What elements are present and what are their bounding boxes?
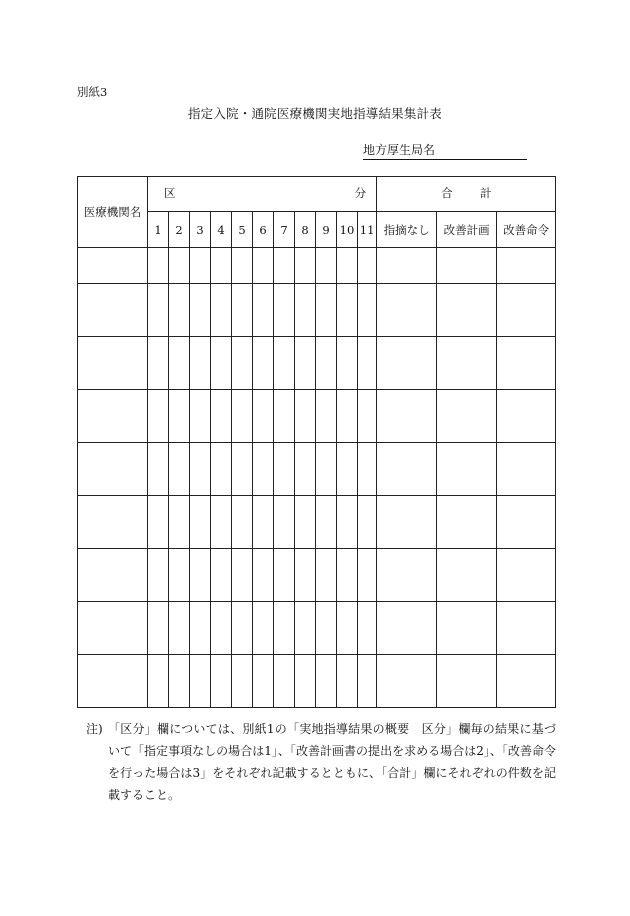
value-cell — [253, 496, 274, 549]
value-cell — [190, 655, 211, 708]
value-cell — [437, 655, 497, 708]
institution-name-cell — [78, 248, 148, 284]
total-improvement-order-header: 改善命令 — [497, 212, 556, 248]
value-cell — [190, 549, 211, 602]
value-cell — [358, 248, 377, 284]
value-cell — [337, 655, 358, 708]
value-cell — [211, 602, 232, 655]
value-cell — [358, 443, 377, 496]
value-cell — [316, 284, 337, 337]
value-cell — [169, 443, 190, 496]
value-cell — [211, 443, 232, 496]
value-cell — [358, 549, 377, 602]
value-cell — [316, 390, 337, 443]
kubun-header-left: 区 — [164, 186, 176, 200]
value-cell — [377, 390, 437, 443]
value-cell — [274, 390, 295, 443]
value-cell — [169, 549, 190, 602]
value-cell — [358, 390, 377, 443]
institution-name-cell — [78, 337, 148, 390]
kubun-number: 4 — [211, 212, 232, 248]
value-cell — [358, 496, 377, 549]
value-cell — [377, 443, 437, 496]
value-cell — [274, 549, 295, 602]
value-cell — [148, 655, 169, 708]
table-row — [78, 655, 556, 708]
value-cell — [274, 655, 295, 708]
footnote-mark: 注) — [86, 722, 103, 736]
kubun-header-right: 分 — [354, 186, 367, 200]
value-cell — [211, 248, 232, 284]
value-cell — [316, 337, 337, 390]
value-cell — [295, 443, 316, 496]
value-cell — [316, 496, 337, 549]
value-cell — [316, 602, 337, 655]
table-row — [78, 443, 556, 496]
value-cell — [274, 602, 295, 655]
value-cell — [274, 248, 295, 284]
total-header — [377, 177, 556, 212]
value-cell — [295, 549, 316, 602]
value-cell — [211, 337, 232, 390]
kubun-number: 11 — [358, 212, 377, 248]
value-cell — [148, 284, 169, 337]
value-cell — [337, 496, 358, 549]
kubun-number: 7 — [274, 212, 295, 248]
value-cell — [377, 284, 437, 337]
value-cell — [497, 496, 556, 549]
value-cell — [211, 284, 232, 337]
value-cell — [437, 284, 497, 337]
value-cell — [337, 549, 358, 602]
institution-name-cell — [78, 655, 148, 708]
value-cell — [169, 602, 190, 655]
value-cell — [437, 248, 497, 284]
value-cell — [497, 602, 556, 655]
value-cell — [295, 390, 316, 443]
value-cell — [358, 284, 377, 337]
value-cell — [497, 284, 556, 337]
value-cell — [377, 549, 437, 602]
value-cell — [295, 337, 316, 390]
value-cell — [211, 390, 232, 443]
total-header-right: 計 — [480, 186, 492, 200]
value-cell — [337, 390, 358, 443]
total-header-left: 合 — [441, 186, 453, 200]
value-cell — [190, 248, 211, 284]
value-cell — [358, 655, 377, 708]
value-cell — [337, 248, 358, 284]
kubun-number: 6 — [253, 212, 274, 248]
value-cell — [437, 602, 497, 655]
value-cell — [437, 337, 497, 390]
value-cell — [253, 443, 274, 496]
value-cell — [274, 337, 295, 390]
value-cell — [148, 549, 169, 602]
value-cell — [437, 390, 497, 443]
kubun-number: 5 — [232, 212, 253, 248]
summary-table — [77, 176, 556, 708]
kubun-number: 1 — [148, 212, 169, 248]
value-cell — [169, 284, 190, 337]
value-cell — [337, 337, 358, 390]
value-cell — [274, 496, 295, 549]
value-cell — [316, 549, 337, 602]
value-cell — [337, 602, 358, 655]
institution-name-cell — [78, 549, 148, 602]
value-cell — [295, 284, 316, 337]
value-cell — [377, 248, 437, 284]
kubun-number: 9 — [316, 212, 337, 248]
value-cell — [190, 390, 211, 443]
institution-name-cell — [78, 284, 148, 337]
value-cell — [190, 602, 211, 655]
value-cell — [148, 602, 169, 655]
kubun-number: 10 — [337, 212, 358, 248]
value-cell — [232, 549, 253, 602]
value-cell — [253, 655, 274, 708]
value-cell — [253, 549, 274, 602]
table-row — [78, 390, 556, 443]
value-cell — [190, 284, 211, 337]
value-cell — [190, 443, 211, 496]
value-cell — [295, 248, 316, 284]
value-cell — [253, 284, 274, 337]
value-cell — [169, 496, 190, 549]
value-cell — [232, 602, 253, 655]
value-cell — [253, 390, 274, 443]
value-cell — [232, 284, 253, 337]
value-cell — [169, 390, 190, 443]
value-cell — [337, 443, 358, 496]
value-cell — [211, 496, 232, 549]
value-cell — [437, 496, 497, 549]
value-cell — [253, 248, 274, 284]
kubun-header — [148, 177, 377, 212]
value-cell — [437, 549, 497, 602]
value-cell — [232, 496, 253, 549]
institution-name-cell — [78, 390, 148, 443]
value-cell — [190, 337, 211, 390]
institution-name-header: 医療機関名 — [78, 177, 148, 248]
institution-name-cell — [78, 496, 148, 549]
table-row — [78, 549, 556, 602]
total-improvement-plan-header: 改善計画 — [437, 212, 497, 248]
table-row — [78, 248, 556, 284]
value-cell — [316, 655, 337, 708]
value-cell — [232, 443, 253, 496]
value-cell — [148, 443, 169, 496]
value-cell — [148, 337, 169, 390]
value-cell — [377, 655, 437, 708]
value-cell — [497, 549, 556, 602]
institution-name-cell — [78, 602, 148, 655]
value-cell — [211, 655, 232, 708]
kubun-number: 2 — [169, 212, 190, 248]
value-cell — [497, 443, 556, 496]
value-cell — [295, 602, 316, 655]
value-cell — [295, 655, 316, 708]
institution-name-cell — [78, 443, 148, 496]
value-cell — [232, 337, 253, 390]
kubun-number: 8 — [295, 212, 316, 248]
table-row — [78, 337, 556, 390]
footnote-text: 「区分」欄については、別紙1の「実地指導結果の概要 区分」欄毎の結果に基づいて「指定事項なしの場合は1」、「改善計画書の提出を求める場合は2」、「改善命令を行った場合は3」をそれぞれ記載するとともに、「合計」欄にそれぞれの件数を記載すること。 — [108, 722, 556, 802]
value-cell — [232, 390, 253, 443]
value-cell — [497, 655, 556, 708]
value-cell — [169, 655, 190, 708]
value-cell — [377, 337, 437, 390]
footnote — [86, 718, 556, 806]
table-row — [78, 496, 556, 549]
value-cell — [253, 337, 274, 390]
kubun-number: 3 — [190, 212, 211, 248]
value-cell — [437, 443, 497, 496]
value-cell — [337, 284, 358, 337]
value-cell — [316, 443, 337, 496]
value-cell — [377, 602, 437, 655]
value-cell — [169, 248, 190, 284]
value-cell — [232, 655, 253, 708]
value-cell — [190, 496, 211, 549]
table-row — [78, 602, 556, 655]
value-cell — [232, 248, 253, 284]
value-cell — [497, 248, 556, 284]
value-cell — [295, 496, 316, 549]
table-row — [78, 284, 556, 337]
value-cell — [169, 337, 190, 390]
value-cell — [377, 496, 437, 549]
document-title: 指定入院・通院医療機関実地指導結果集計表 — [187, 106, 442, 121]
value-cell — [253, 602, 274, 655]
bureau-name-field: 地方厚生局名 — [363, 141, 527, 160]
value-cell — [358, 602, 377, 655]
value-cell — [274, 443, 295, 496]
value-cell — [497, 390, 556, 443]
value-cell — [316, 248, 337, 284]
form-label: 別紙3 — [77, 85, 108, 99]
value-cell — [148, 390, 169, 443]
value-cell — [358, 337, 377, 390]
value-cell — [148, 496, 169, 549]
total-no-findings-header: 指摘なし — [377, 212, 437, 248]
value-cell — [497, 337, 556, 390]
value-cell — [274, 284, 295, 337]
value-cell — [211, 549, 232, 602]
value-cell — [148, 248, 169, 284]
